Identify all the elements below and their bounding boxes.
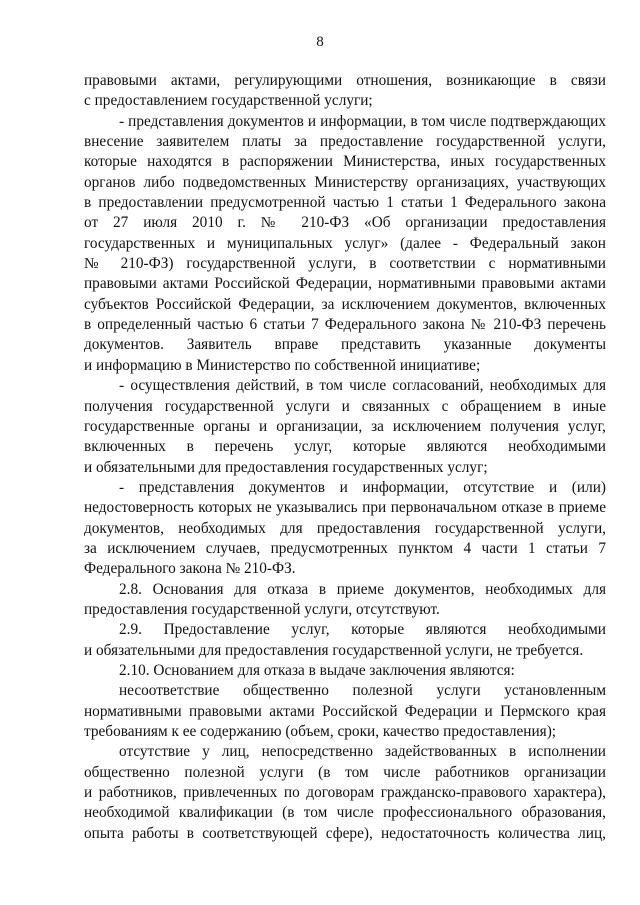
text-line: включенных в перечень услуг, которые являются необходимыми xyxy=(84,438,606,456)
text-line: от 27 июля 2010 г. № 210-ФЗ «Об организации предоставления xyxy=(84,214,606,232)
text-line: органов либо подведомственных Министерству организациях, участвующих xyxy=(84,173,606,191)
document-body xyxy=(84,71,606,844)
text-line: опыта работы в соответствующей сфере), недостаточность количества лиц, xyxy=(84,824,606,842)
text-line: с предоставлением государственной услуги; xyxy=(84,92,373,110)
text-line: общественно полезной услуги (в том числе работников организации xyxy=(84,763,606,781)
text-line: 2.10. Основанием для отказа в выдаче заключения являются: xyxy=(119,661,515,679)
text-line: государственных и муниципальных услуг» (далее - Федеральный закон xyxy=(84,234,606,252)
text-line: № 210-ФЗ) государственной услуги, в соответствии с нормативными xyxy=(84,255,606,273)
page-number: 8 xyxy=(316,34,324,50)
text-line: документов, необходимых для предоставления государственной услуги, xyxy=(84,519,606,537)
text-line: несоответствие общественно полезной услуги установленным xyxy=(119,682,606,700)
text-line: недостоверность которых не указывались при первоначальном отказе в приеме xyxy=(84,499,606,517)
text-line: правовыми актами, регулирующими отношения, возникающие в связи xyxy=(84,72,606,89)
text-line: государственные органы и организации, за исключением получения услуг, xyxy=(84,417,606,435)
text-line: отсутствие у лиц, непосредственно задействованных в исполнении xyxy=(119,743,606,761)
text-line: внесение заявителем платы за предоставление государственной услуги, xyxy=(84,133,606,151)
text-line: требованиям к ее содержанию (объем, сроки, качество предоставления); xyxy=(84,723,557,740)
text-line: - осуществления действий, в том числе согласований, необходимых для xyxy=(119,377,606,395)
text-line: нормативными правовыми актами Российской Федерации и Пермского края xyxy=(84,702,606,720)
text-line: и информацию в Министерство по собственной инициативе; xyxy=(84,356,481,374)
text-line: и обязательными для предоставления государственных услуг; xyxy=(84,458,488,476)
text-line: и работников, привлеченных по договорам гражданско-правового характера), xyxy=(84,784,606,802)
text-line: Федерального закона № 210-ФЗ. xyxy=(84,560,296,578)
text-line: предоставления государственной услуги, отсутствуют. xyxy=(84,600,440,618)
text-line: 2.9. Предоставление услуг, которые являются необходимыми xyxy=(119,621,606,639)
text-line: 2.8. Основания для отказа в приеме документов, необходимых для xyxy=(119,580,606,598)
text-line: - представления документов и информации, отсутствие и (или) xyxy=(119,478,606,496)
text-line: за исключением случаев, предусмотренных пунктом 4 части 1 статьи 7 xyxy=(84,539,606,557)
text-line: - представления документов и информации, в том числе подтверждающих xyxy=(119,112,606,130)
text-line: субъектов Российской Федерации, за исключением документов, включенных xyxy=(84,295,606,313)
text-line: правовыми актами Российской Федерации, нормативными правовыми актами xyxy=(84,275,606,293)
text-line: в предоставлении предусмотренной частью 1 статьи 1 Федерального закона xyxy=(84,194,606,212)
text-line: и обязательными для предоставления государственной услуги, не требуется. xyxy=(84,641,584,659)
text-line: в определенный частью 6 статьи 7 Федерального закона № 210-ФЗ перечень xyxy=(84,316,606,334)
text-line: документов. Заявитель вправе представить указанные документы xyxy=(84,336,606,354)
text-line: получения государственной услуги и связанных с обращением в иные xyxy=(84,397,606,415)
text-line: которые находятся в распоряжении Министерства, иных государственных xyxy=(84,153,606,171)
text-line: необходимой квалификации (в том числе профессионального образования, xyxy=(84,804,606,822)
